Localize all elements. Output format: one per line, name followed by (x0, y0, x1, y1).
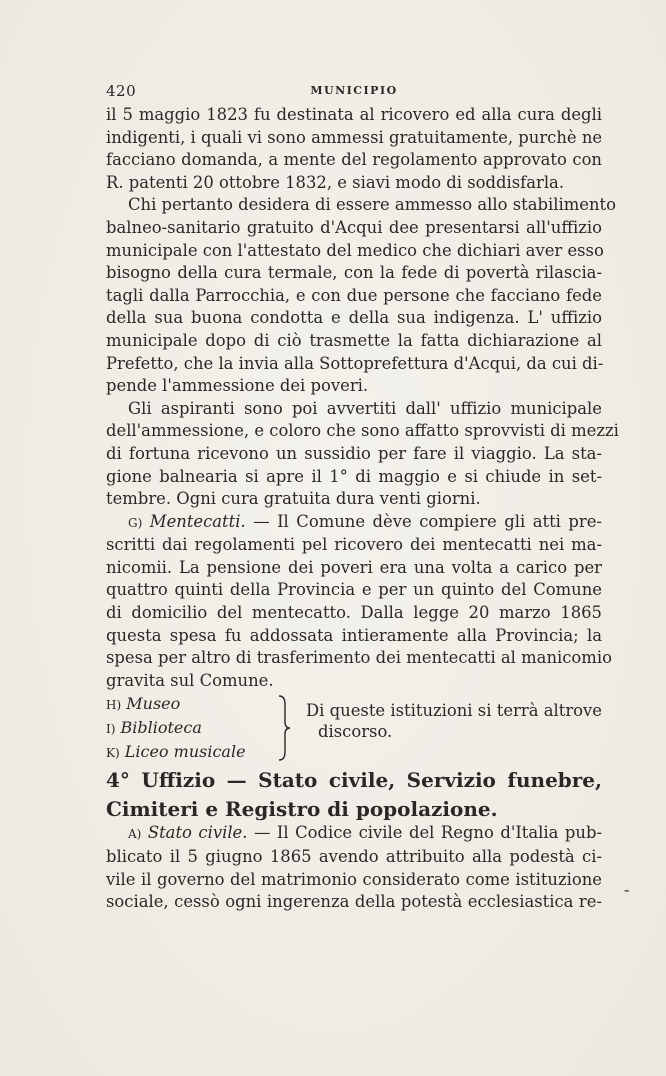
text-line: quattro quinti della Provincia e per un quinto del Comune (106, 580, 602, 600)
list-item (106, 716, 246, 740)
item-label: K) (106, 746, 120, 761)
text-line: spesa per altro di trasferimento dei mentecatti al manicomio (106, 648, 612, 668)
section-heading: Cimiteri e Registro di popolazione. (106, 797, 498, 822)
text-line: Gli aspiranti sono poi avvertiti dall' uffizio municipale (128, 398, 602, 418)
page-header (106, 82, 602, 102)
body-text (106, 104, 619, 914)
text-line: tembre. Ogni cura gratuita dura venti giorni. (106, 489, 481, 509)
item-title: Stato civile. (147, 823, 248, 843)
text-line: facciano domanda, a mente del regolamento approvato con (106, 150, 602, 170)
item-label: H) (106, 698, 122, 713)
paragraph-3 (106, 398, 619, 511)
item-label: A) (128, 827, 142, 842)
paragraph-stato-civile (106, 822, 602, 913)
list-item (106, 692, 246, 716)
text-line: municipale dopo di ciò trasmette la fatta dichiarazione al (106, 330, 602, 350)
curly-brace-icon (277, 694, 291, 762)
item-label: I) (106, 722, 116, 737)
brace-list (106, 692, 602, 764)
text-line: dell'ammessione, e coloro che sono affatto sprovvisti di mezzi (106, 421, 619, 441)
text-line: sociale, cessò ogni ingerenza della potestà ecclesiastica re- (106, 892, 602, 912)
text-line: balneo-sanitario gratuito d'Acqui dee presentarsi all'uffizio (106, 217, 602, 237)
brace-note (306, 700, 602, 742)
running-head: MUNICIPIO (310, 84, 398, 97)
item-title: Mentecatti. (149, 511, 246, 531)
text-line: discorso. (318, 722, 393, 742)
text-line: gravita sul Comune. (106, 670, 274, 690)
section-heading: 4° Uffizio — Stato civile, Servizio funebre, (106, 768, 602, 793)
text-line: della sua buona condotta e della sua indigenza. L' uffizio (106, 308, 602, 328)
item-title: Liceo musicale (124, 742, 246, 762)
item-title: Museo (126, 694, 181, 714)
page-number: 420 (106, 82, 137, 100)
list-item (106, 740, 246, 764)
text-line: vile il governo del matrimonio considerato come istituzione (106, 869, 602, 889)
item-title: Biblioteca (120, 718, 202, 738)
text-fragment: — Il Comune dève compiere gli atti pre- (253, 511, 602, 531)
text-line: di fortuna ricevono un sussidio per fare il viaggio. La sta- (106, 443, 602, 463)
text-line: Prefetto, che la invia alla Sottoprefettura d'Acqui, da cui di- (106, 353, 604, 373)
text-line (106, 511, 602, 535)
margin-mark: - (624, 880, 630, 899)
text-line: di domicilio del mentecatto. Dalla legge 20 marzo 1865 (106, 603, 602, 623)
text-line: gione balnearia si apre il 1° di maggio e si chiude in set- (106, 466, 602, 486)
text-line: bisogno della cura termale, con la fede di povertà rilascia- (106, 263, 602, 283)
text-fragment: — Il Codice civile del Regno d'Italia pub- (253, 823, 603, 843)
text-line: municipale con l'attestato del medico che dichiari aver esso (106, 240, 604, 260)
text-line: tagli dalla Parrocchia, e con due persone che facciano fede (106, 285, 602, 305)
text-line: nicomii. La pensione dei poveri era una volta a carico per (106, 557, 602, 577)
text-line (106, 822, 602, 846)
text-line: R. patenti 20 ottobre 1832, e siavi modo di soddisfarla. (106, 172, 565, 192)
text-line: questa spesa fu addossata intieramente alla Provincia; la (106, 625, 602, 645)
paragraph-mentecatti (106, 511, 612, 693)
text-line: Chi pertanto desidera di essere ammesso allo stabilimento (128, 195, 616, 215)
text-line: scritti dai regolamenti pel ricovero dei mentecatti nei ma- (106, 535, 602, 555)
text-line: indigenti, i quali vi sono ammessi gratuitamente, purchè ne (106, 127, 603, 147)
text-line: il 5 maggio 1823 fu destinata al ricovero ed alla cura degli (106, 105, 602, 124)
text-line: pende l'ammessione dei poveri. (106, 376, 369, 396)
text-line: Di queste istituzioni si terrà altrove (306, 701, 602, 721)
text-line: blicato il 5 giugno 1865 avendo attribuito alla podestà ci- (106, 847, 602, 867)
brace-items (106, 692, 246, 764)
item-label: G) (128, 515, 143, 530)
paragraph-2 (106, 194, 616, 397)
paragraph-1 (106, 104, 602, 194)
